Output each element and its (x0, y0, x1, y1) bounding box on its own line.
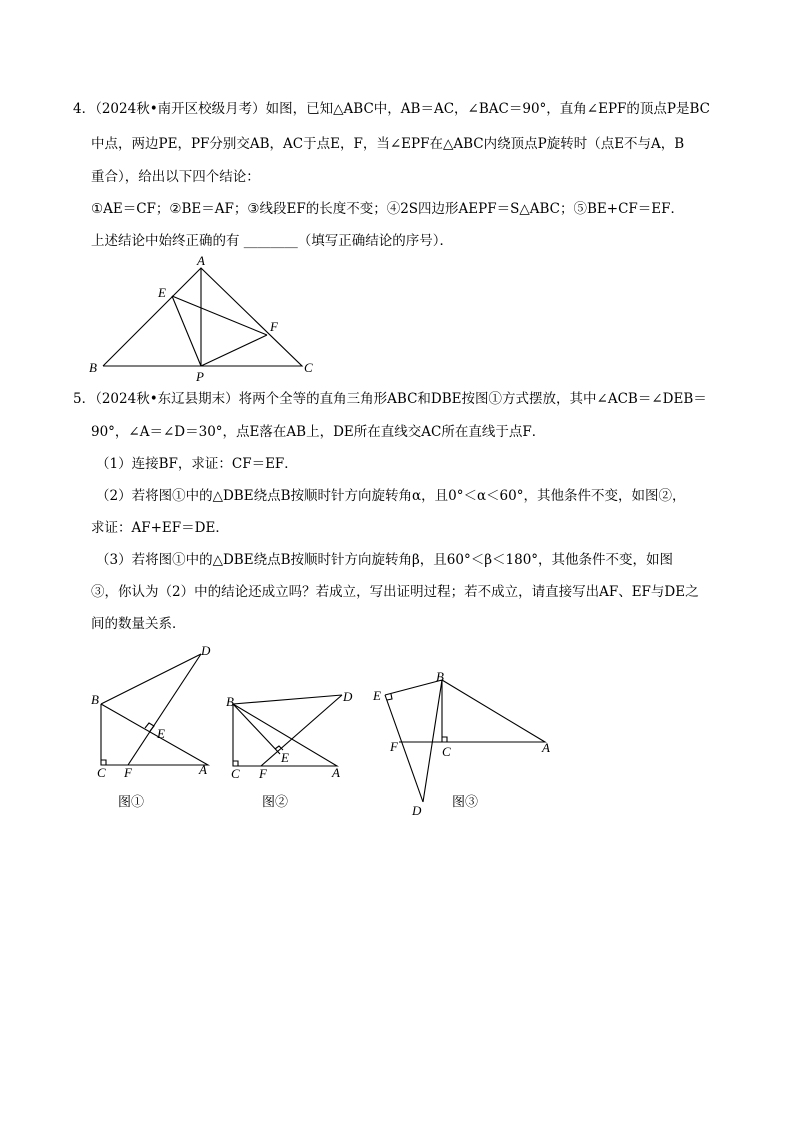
q5-fig2-label-F: F (259, 766, 267, 781)
q4-line2: 中点，两边PE，PF分别交AB，AC于点E，F，当∠EPF在△ABC内绕顶点P旋转时（点E不与A，B (91, 136, 685, 152)
q5-line1 (73, 390, 707, 408)
q4-label-P: P (196, 369, 204, 384)
q5-fig3-label-C: C (442, 744, 451, 759)
q4-conclusions: ①AE＝CF；②BE＝AF；③线段EF的长度不变；④2S四边形AEPF＝S△ABC；⑤BE+CF＝EF． (91, 201, 684, 217)
q5-fig2-label-C: C (231, 766, 240, 781)
q4-label-A: A (197, 253, 205, 268)
q4-number: 4． (73, 101, 96, 117)
q4-label-C: C (304, 360, 313, 375)
q5-stem-line1: 将两个全等的直角三角形ABC和DBE按图①方式摆放，其中∠ACB＝∠DEB＝ (238, 391, 707, 407)
q5-figure3-shapes (385, 680, 545, 802)
q5-figure1-shapes (101, 654, 208, 765)
q4-line3: 重合），给出以下四个结论： (91, 169, 260, 185)
q5-part2a: （2）若将图①中的△DBE绕点B按顺时针方向旋转角α，且0°＜α＜60°，其他条件不变，如图②， (96, 488, 686, 504)
q5-fig3-label-B: B (436, 669, 444, 684)
q5-fig1-label-E: E (157, 726, 165, 741)
q4-label-F: F (270, 319, 278, 334)
q5-fig2-label-D: D (343, 689, 353, 704)
q5-fig3-label-F: F (390, 739, 398, 754)
q5-line2: 90°，∠A＝∠D＝30°，点E落在AB上，DE所在直线交AC所在直线于点F． (91, 424, 546, 440)
q5-number: 5． (73, 391, 96, 407)
q5-fig3-label-D: D (412, 803, 422, 818)
q5-fig1-label-B: B (91, 692, 99, 707)
q4-label-E: E (158, 285, 166, 300)
q4-label-B: B (89, 360, 97, 375)
q5-part3c: 间的数量关系． (91, 616, 186, 632)
q5-fig1-label-A: A (199, 762, 207, 777)
q5-part2b: 求证：AF+EF＝DE． (91, 520, 229, 536)
q5-fig2-label-E: E (281, 750, 289, 765)
q5-fig1-label-D: D (201, 643, 211, 658)
q5-fig1-label-C: C (97, 765, 106, 780)
q5-fig3-label-A: A (542, 740, 550, 755)
q4-line1 (73, 100, 710, 118)
q4-stem-line1: 如图，已知△ABC中，AB＝AC，∠BAC＝90°，直角∠EPF的顶点P是BC (265, 101, 710, 117)
q5-fig3-caption: 图③ (452, 794, 479, 809)
q5-part1: （1）连接BF，求证：CF＝EF． (96, 456, 298, 472)
q5-fig2-label-B: B (226, 694, 234, 709)
q5-fig1-label-F: F (124, 765, 132, 780)
q5-part3b: ③，你认为（2）中的结论还成立吗？若成立，写出证明过程；若不成立，请直接写出AF、EF与DE之 (91, 584, 699, 600)
q4-source: （2024秋•南开区校级月考） (95, 101, 266, 117)
q5-fig2-label-A: A (332, 765, 340, 780)
q4-question: 上述结论中始终正确的有 ________（填写正确结论的序号）． (91, 233, 454, 249)
q5-figure2-shapes (233, 695, 342, 766)
q5-source: （2024秋•东辽县期末） (95, 391, 239, 407)
q5-fig3-label-E: E (373, 688, 381, 703)
q5-part3a: （3）若将图①中的△DBE绕点B按顺时针方向旋转角β，且60°＜β＜180°，其他条件不变，如图 (96, 552, 674, 568)
q5-fig1-caption: 图① (118, 794, 145, 809)
q5-fig2-caption: 图② (262, 794, 289, 809)
